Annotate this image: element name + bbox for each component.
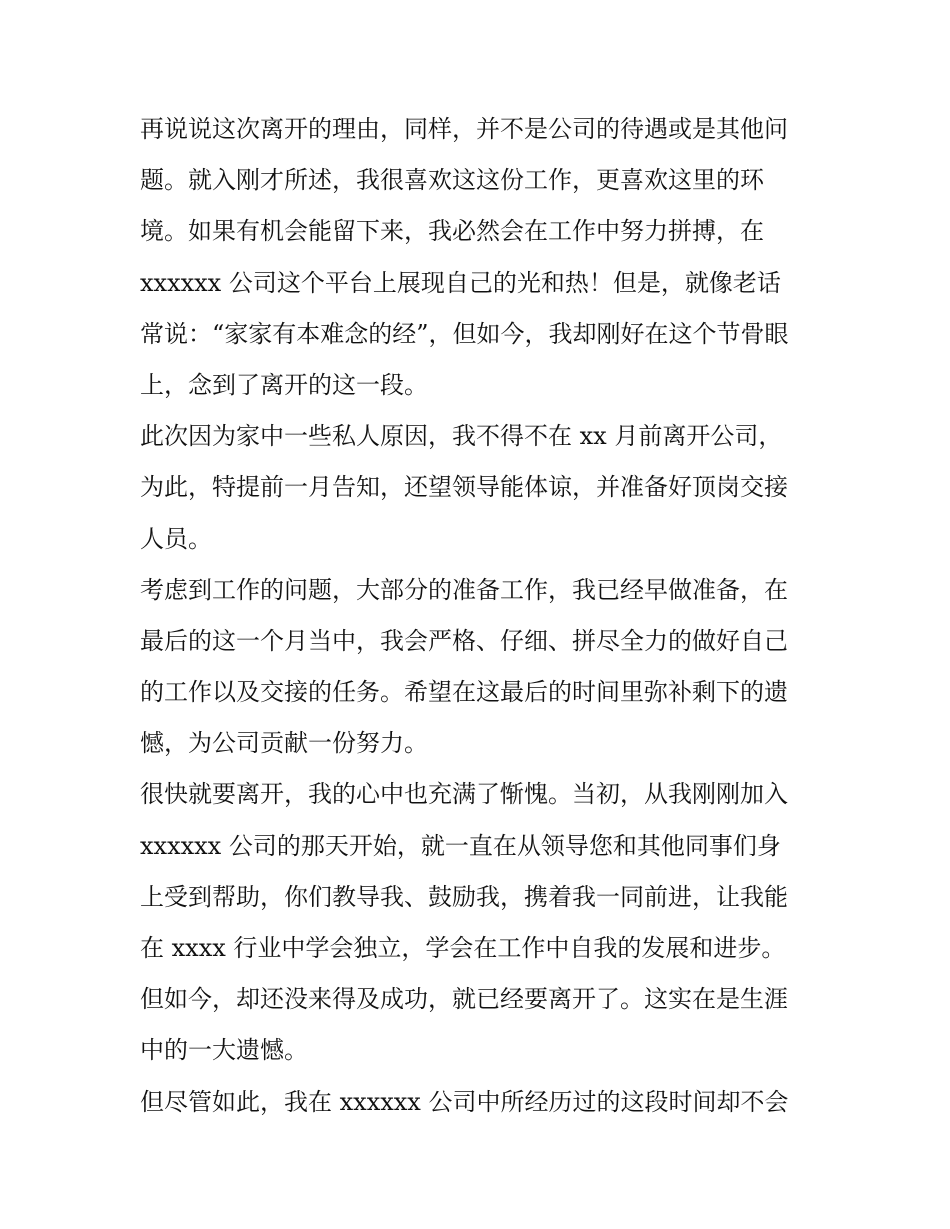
text-line: 但如今，却还没来得及成功，就已经要离开了。这实在是生涯 [140,985,788,1014]
text-line: 再说说这次离开的理由，同样，并不是公司的待遇或是其他问 [140,115,788,143]
text-line: 此次因为家中一些私人原因，我不得不在 xx 月前离开公司， [140,422,783,451]
text-line: 很快就要离开，我的心中也充满了惭愧。当初，从我刚刚加入 [140,780,788,809]
text-line: 的工作以及交接的任务。希望在这最后的时间里弥补剩下的遗 [140,678,788,707]
text-line: 中的一大遗憾。 [140,1036,308,1065]
text-line: xxxxxx 公司这个平台上展现自己的光和热！但是，就像老话 [140,268,781,297]
text-line: 题。就入刚才所述，我很喜欢这这份工作，更喜欢这里的环 [140,166,764,195]
text-line: 人员。 [140,524,212,553]
text-line: 上，念到了离开的这一段。 [140,370,428,399]
text-line: 境。如果有机会能留下来，我必然会在工作中努力拼搏，在 [140,217,764,246]
text-line: 在 xxxx 行业中学会独立，学会在工作中自我的发展和进步。 [140,934,786,962]
text-line: xxxxxx 公司的那天开始，就一直在从领导您和其他同事们身 [140,831,781,860]
text-line: 但尽管如此，我在 xxxxxx 公司中所经历过的这段时间却不会 [140,1087,789,1116]
text-line: 常说：“家家有本难念的经”，但如今，我却刚好在这个节骨眼 [140,319,789,348]
text-line: 上受到帮助，你们教导我、鼓励我，携着我一同前进，让我能 [140,882,788,911]
document-body [140,104,820,1128]
text-line: 考虑到工作的问题，大部分的准备工作，我已经早做准备，在 [140,575,788,604]
text-line: 为此，特提前一月告知，还望领导能体谅，并准备好顶岗交接 [140,473,788,502]
text-line: 最后的这一个月当中，我会严格、仔细、拼尽全力的做好自己 [140,626,788,655]
text-line: 憾，为公司贡献一份努力。 [140,729,428,758]
